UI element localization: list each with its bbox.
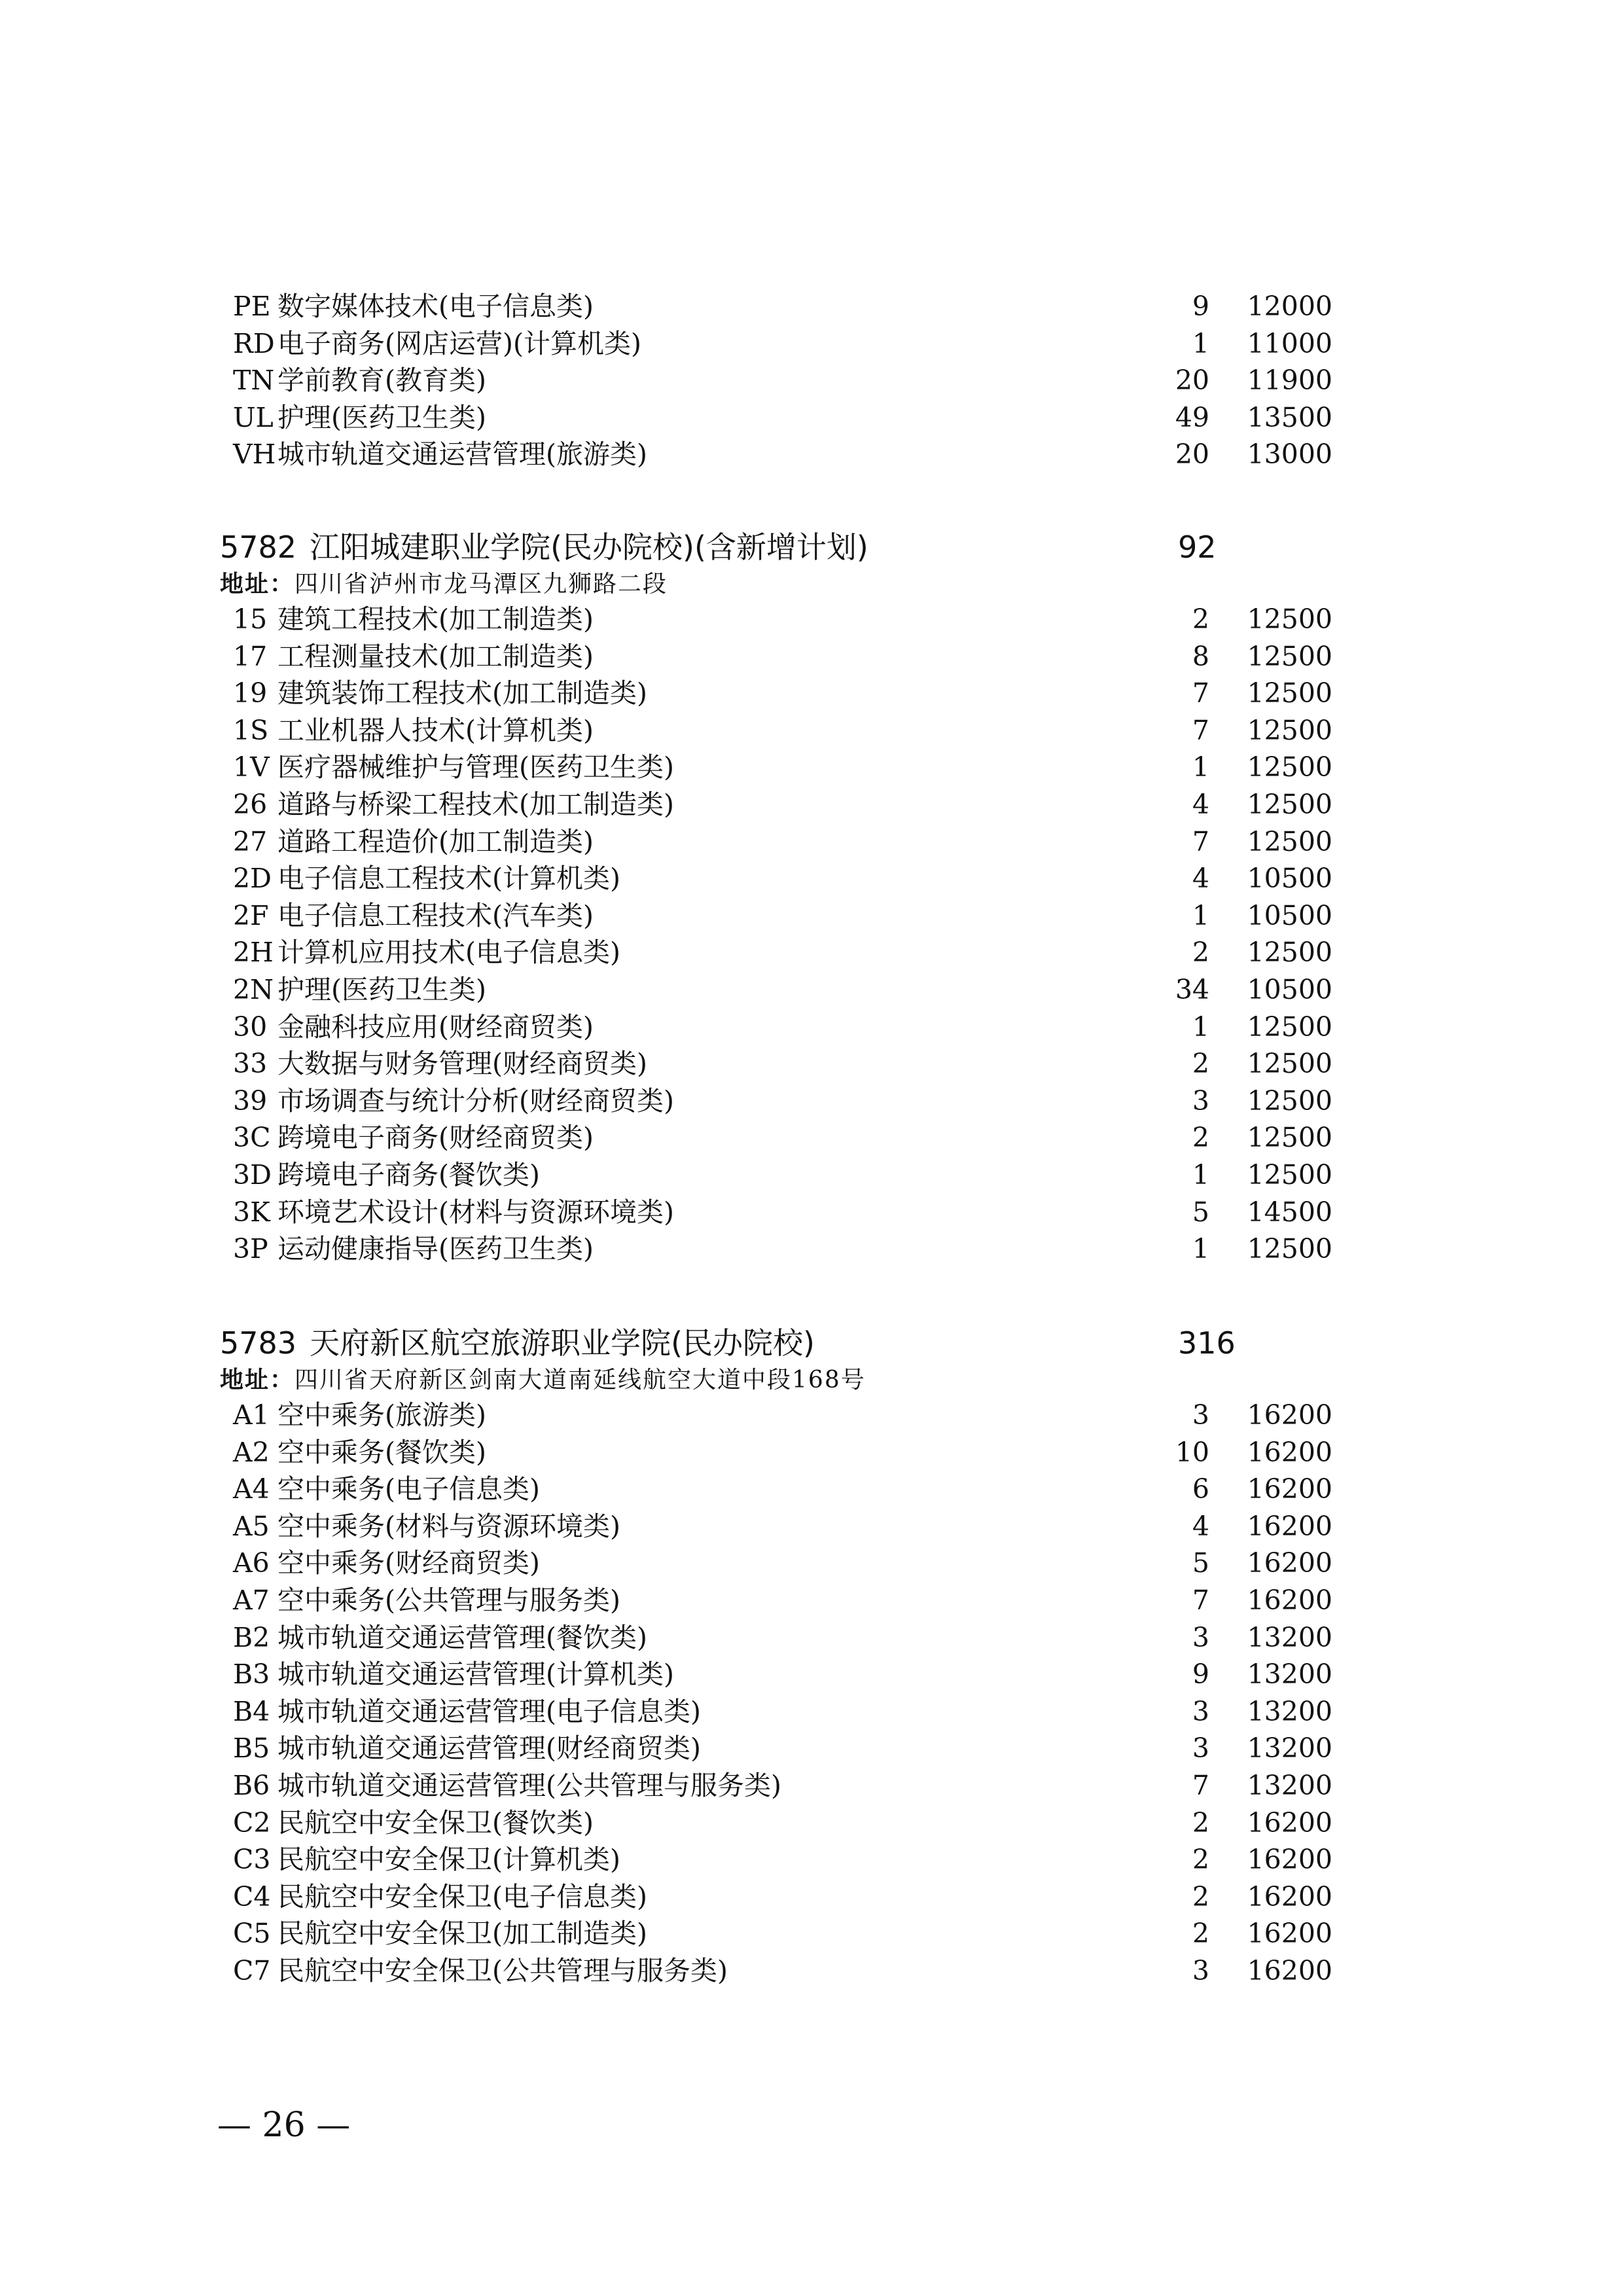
tuition-fee: 16200 bbox=[1247, 1510, 1332, 1542]
major-name: 跨境电子商务(餐饮类) bbox=[277, 1159, 540, 1191]
major-name: 工程测量技术(加工制造类) bbox=[277, 640, 594, 672]
tuition-fee: 12500 bbox=[1247, 714, 1332, 746]
school-address bbox=[220, 567, 668, 601]
table-row bbox=[220, 399, 1332, 437]
table-row bbox=[220, 1157, 1332, 1194]
plan-count: 10 bbox=[1175, 1436, 1209, 1468]
plan-count: 3 bbox=[1192, 1695, 1209, 1727]
major-name: 工业机器人技术(计算机类) bbox=[277, 714, 594, 746]
major-name: 护理(医药卫生类) bbox=[277, 974, 486, 1005]
table-row bbox=[220, 1582, 1332, 1619]
major-name: 市场调查与统计分析(财经商贸类) bbox=[277, 1085, 674, 1117]
address-text: 四川省天府新区剑南大道南延线航空大道中段168号 bbox=[294, 1367, 866, 1393]
plan-count: 1 bbox=[1192, 1159, 1209, 1191]
major-name: 城市轨道交通运营管理(餐饮类) bbox=[277, 1621, 647, 1653]
tuition-fee: 16200 bbox=[1247, 1436, 1332, 1468]
table-row bbox=[220, 325, 1332, 363]
tuition-fee: 12500 bbox=[1247, 677, 1332, 709]
major-name: 道路与桥梁工程技术(加工制造类) bbox=[277, 789, 674, 820]
plan-count: 34 bbox=[1175, 974, 1209, 1005]
plan-count: 2 bbox=[1192, 1880, 1209, 1912]
school-name: 天府新区航空旅游职业学院(民办院校) bbox=[310, 1325, 815, 1361]
tuition-fee: 12500 bbox=[1247, 825, 1332, 857]
plan-count: 2 bbox=[1192, 1806, 1209, 1839]
major-code: PE bbox=[233, 291, 271, 322]
plan-count: 3 bbox=[1192, 1955, 1209, 1986]
major-code: A5 bbox=[233, 1510, 270, 1542]
plan-count: 7 bbox=[1192, 677, 1209, 709]
plan-count: 7 bbox=[1192, 1585, 1209, 1616]
major-code: B5 bbox=[233, 1732, 270, 1765]
major-name: 空中乘务(财经商贸类) bbox=[277, 1547, 540, 1579]
tuition-fee: 10500 bbox=[1247, 899, 1332, 931]
plan-count: 4 bbox=[1192, 789, 1209, 820]
plan-count: 1 bbox=[1192, 899, 1209, 931]
major-code: RD bbox=[233, 327, 275, 359]
tuition-fee: 12500 bbox=[1247, 603, 1332, 635]
major-code: 3C bbox=[233, 1122, 271, 1154]
major-code: A4 bbox=[233, 1473, 270, 1505]
plan-count: 1 bbox=[1192, 751, 1209, 783]
major-name: 电子信息工程技术(汽车类) bbox=[277, 899, 594, 931]
table-row bbox=[220, 436, 1332, 473]
table-row bbox=[220, 1119, 1332, 1157]
plan-count: 2 bbox=[1192, 1048, 1209, 1080]
tuition-fee: 12500 bbox=[1247, 1085, 1332, 1117]
plan-count: 7 bbox=[1192, 825, 1209, 857]
table-row bbox=[220, 638, 1332, 675]
plan-count: 3 bbox=[1192, 1621, 1209, 1653]
tuition-fee: 12500 bbox=[1247, 751, 1332, 783]
major-code: A7 bbox=[233, 1585, 270, 1616]
major-code: 33 bbox=[233, 1048, 268, 1080]
major-name: 城市轨道交通运营管理(财经商贸类) bbox=[277, 1732, 701, 1765]
tuition-fee: 11900 bbox=[1247, 365, 1332, 397]
school-code: 5782 bbox=[220, 529, 297, 565]
major-code: 17 bbox=[233, 640, 268, 672]
major-code: C3 bbox=[233, 1844, 271, 1876]
major-code: C4 bbox=[233, 1880, 271, 1912]
major-code: 27 bbox=[233, 825, 268, 857]
major-name: 大数据与财务管理(财经商贸类) bbox=[277, 1048, 647, 1080]
plan-count: 20 bbox=[1175, 365, 1209, 397]
plan-count: 20 bbox=[1175, 439, 1209, 471]
plan-count: 2 bbox=[1192, 1844, 1209, 1876]
tuition-fee: 12500 bbox=[1247, 789, 1332, 820]
address-label: 地址： bbox=[220, 1366, 295, 1393]
tuition-fee: 16200 bbox=[1247, 1918, 1332, 1950]
tuition-fee: 11000 bbox=[1247, 327, 1332, 359]
table-row bbox=[220, 1194, 1332, 1231]
tuition-fee: 16200 bbox=[1247, 1547, 1332, 1579]
tuition-fee: 12000 bbox=[1247, 291, 1332, 322]
major-code: B6 bbox=[233, 1770, 270, 1801]
plan-count: 2 bbox=[1192, 603, 1209, 635]
tuition-fee: 13200 bbox=[1247, 1659, 1332, 1691]
school-address bbox=[220, 1363, 866, 1397]
table-row bbox=[220, 1230, 1332, 1268]
major-code: 1V bbox=[233, 751, 270, 783]
tuition-fee: 13200 bbox=[1247, 1695, 1332, 1727]
major-name: 民航空中安全保卫(电子信息类) bbox=[277, 1880, 647, 1912]
major-code: 3K bbox=[233, 1196, 270, 1228]
table-row bbox=[220, 1730, 1332, 1767]
major-code: 3P bbox=[233, 1233, 268, 1265]
major-code: 30 bbox=[233, 1011, 268, 1043]
table-row bbox=[220, 1841, 1332, 1878]
table-row bbox=[220, 971, 1332, 1009]
major-code: UL bbox=[233, 401, 274, 433]
plan-count: 1 bbox=[1192, 1233, 1209, 1265]
table-row bbox=[220, 1915, 1332, 1952]
table-row bbox=[220, 712, 1332, 749]
table-row bbox=[220, 1952, 1332, 1990]
major-name: 民航空中安全保卫(加工制造类) bbox=[277, 1918, 647, 1950]
plan-count: 3 bbox=[1192, 1399, 1209, 1431]
school-header bbox=[220, 526, 868, 568]
plan-count: 3 bbox=[1192, 1085, 1209, 1117]
major-code: 2H bbox=[233, 937, 274, 969]
major-name: 环境艺术设计(材料与资源环境类) bbox=[277, 1196, 674, 1228]
table-row bbox=[220, 1656, 1332, 1693]
tuition-fee: 16200 bbox=[1247, 1880, 1332, 1912]
page-number: — 26 — bbox=[217, 2106, 351, 2145]
major-name: 城市轨道交通运营管理(电子信息类) bbox=[277, 1695, 701, 1727]
major-name: 运动健康指导(医药卫生类) bbox=[277, 1233, 594, 1265]
major-name: 空中乘务(餐饮类) bbox=[277, 1436, 486, 1468]
plan-count: 2 bbox=[1192, 1122, 1209, 1154]
major-code: 19 bbox=[233, 677, 268, 709]
tuition-fee: 12500 bbox=[1247, 1159, 1332, 1191]
tuition-fee: 12500 bbox=[1247, 1011, 1332, 1043]
major-code: A1 bbox=[233, 1399, 270, 1431]
major-code: A6 bbox=[233, 1547, 270, 1579]
major-code: 15 bbox=[233, 603, 268, 635]
table-row bbox=[220, 1045, 1332, 1083]
plan-count: 4 bbox=[1192, 863, 1209, 895]
tuition-fee: 16200 bbox=[1247, 1806, 1332, 1839]
major-name: 跨境电子商务(财经商贸类) bbox=[277, 1122, 594, 1154]
major-code: B4 bbox=[233, 1695, 270, 1727]
major-code: B2 bbox=[233, 1621, 270, 1653]
tuition-fee: 13000 bbox=[1247, 439, 1332, 471]
table-row bbox=[220, 823, 1332, 861]
address-text: 四川省泸州市龙马潭区九狮路二段 bbox=[294, 571, 668, 598]
major-code: 2F bbox=[233, 899, 269, 931]
major-name: 医疗器械维护与管理(医药卫生类) bbox=[277, 751, 674, 783]
major-code: C2 bbox=[233, 1806, 271, 1839]
tuition-fee: 12500 bbox=[1247, 1048, 1332, 1080]
major-name: 数字媒体技术(电子信息类) bbox=[277, 291, 594, 322]
tuition-fee: 14500 bbox=[1247, 1196, 1332, 1228]
tuition-fee: 12500 bbox=[1247, 640, 1332, 672]
plan-count: 2 bbox=[1192, 937, 1209, 969]
school-total: 92 bbox=[1178, 529, 1217, 565]
tuition-fee: 13500 bbox=[1247, 401, 1332, 433]
tuition-fee: 16200 bbox=[1247, 1844, 1332, 1876]
table-row bbox=[220, 1804, 1332, 1842]
address-label: 地址： bbox=[220, 570, 295, 598]
major-name: 建筑工程技术(加工制造类) bbox=[277, 603, 594, 635]
table-row bbox=[220, 1397, 1332, 1434]
major-code: TN bbox=[233, 365, 275, 397]
plan-count: 4 bbox=[1192, 1510, 1209, 1542]
table-row bbox=[220, 675, 1332, 712]
major-code: B3 bbox=[233, 1659, 270, 1691]
plan-count: 9 bbox=[1192, 1659, 1209, 1691]
major-code: 26 bbox=[233, 789, 268, 820]
plan-count: 6 bbox=[1192, 1473, 1209, 1505]
major-code: A2 bbox=[233, 1436, 270, 1468]
tuition-fee: 16200 bbox=[1247, 1955, 1332, 1986]
major-name: 电子商务(网店运营)(计算机类) bbox=[277, 327, 641, 359]
major-name: 道路工程造价(加工制造类) bbox=[277, 825, 594, 857]
table-row bbox=[220, 749, 1332, 786]
school-name: 江阳城建职业学院(民办院校)(含新增计划) bbox=[310, 529, 868, 565]
tuition-fee: 13200 bbox=[1247, 1732, 1332, 1765]
major-code: 39 bbox=[233, 1085, 268, 1117]
plan-count: 7 bbox=[1192, 714, 1209, 746]
table-row bbox=[220, 1508, 1332, 1545]
tuition-fee: 10500 bbox=[1247, 974, 1332, 1005]
major-name: 电子信息工程技术(计算机类) bbox=[277, 863, 620, 895]
major-name: 城市轨道交通运营管理(计算机类) bbox=[277, 1659, 674, 1691]
major-name: 城市轨道交通运营管理(公共管理与服务类) bbox=[277, 1770, 781, 1801]
plan-count: 8 bbox=[1192, 640, 1209, 672]
tuition-fee: 13200 bbox=[1247, 1621, 1332, 1653]
major-name: 计算机应用技术(电子信息类) bbox=[277, 937, 620, 969]
school-total: 316 bbox=[1178, 1325, 1236, 1361]
table-row bbox=[220, 897, 1332, 935]
plan-count: 1 bbox=[1192, 327, 1209, 359]
major-code: 2N bbox=[233, 974, 274, 1005]
plan-count: 1 bbox=[1192, 1011, 1209, 1043]
plan-count: 49 bbox=[1175, 401, 1209, 433]
plan-count: 5 bbox=[1192, 1196, 1209, 1228]
table-row bbox=[220, 1693, 1332, 1731]
major-name: 民航空中安全保卫(计算机类) bbox=[277, 1844, 620, 1876]
plan-count: 5 bbox=[1192, 1547, 1209, 1579]
table-row bbox=[220, 601, 1332, 638]
major-code: 1S bbox=[233, 714, 269, 746]
tuition-fee: 16200 bbox=[1247, 1399, 1332, 1431]
table-row bbox=[220, 934, 1332, 971]
major-name: 护理(医药卫生类) bbox=[277, 401, 486, 433]
table-row bbox=[220, 362, 1332, 399]
major-code: C5 bbox=[233, 1918, 271, 1950]
major-name: 空中乘务(公共管理与服务类) bbox=[277, 1585, 620, 1616]
table-row bbox=[220, 1878, 1332, 1916]
tuition-fee: 12500 bbox=[1247, 1122, 1332, 1154]
tuition-fee: 10500 bbox=[1247, 863, 1332, 895]
table-row bbox=[220, 1545, 1332, 1582]
tuition-fee: 16200 bbox=[1247, 1585, 1332, 1616]
major-name: 空中乘务(电子信息类) bbox=[277, 1473, 540, 1505]
plan-count: 9 bbox=[1192, 291, 1209, 322]
plan-count: 7 bbox=[1192, 1770, 1209, 1801]
major-name: 空中乘务(旅游类) bbox=[277, 1399, 486, 1431]
major-code: 2D bbox=[233, 863, 272, 895]
major-name: 金融科技应用(财经商贸类) bbox=[277, 1011, 594, 1043]
school-header bbox=[220, 1322, 815, 1364]
major-name: 民航空中安全保卫(公共管理与服务类) bbox=[277, 1955, 728, 1986]
table-row bbox=[220, 1767, 1332, 1804]
major-name: 空中乘务(材料与资源环境类) bbox=[277, 1510, 620, 1542]
table-row bbox=[220, 860, 1332, 897]
table-row bbox=[220, 786, 1332, 823]
tuition-fee: 13200 bbox=[1247, 1770, 1332, 1801]
plan-count: 3 bbox=[1192, 1732, 1209, 1765]
major-code: VH bbox=[233, 439, 276, 471]
major-code: 3D bbox=[233, 1159, 272, 1191]
table-row bbox=[220, 1009, 1332, 1046]
major-code: C7 bbox=[233, 1955, 271, 1986]
tuition-fee: 12500 bbox=[1247, 937, 1332, 969]
major-name: 学前教育(教育类) bbox=[277, 365, 486, 397]
table-row bbox=[220, 1083, 1332, 1120]
table-row bbox=[220, 1619, 1332, 1657]
table-row bbox=[220, 288, 1332, 325]
major-name: 建筑装饰工程技术(加工制造类) bbox=[277, 677, 647, 709]
table-row bbox=[220, 1471, 1332, 1508]
school-code: 5783 bbox=[220, 1325, 297, 1361]
table-row bbox=[220, 1434, 1332, 1471]
major-name: 城市轨道交通运营管理(旅游类) bbox=[277, 439, 647, 471]
tuition-fee: 16200 bbox=[1247, 1473, 1332, 1505]
major-name: 民航空中安全保卫(餐饮类) bbox=[277, 1806, 594, 1839]
tuition-fee: 12500 bbox=[1247, 1233, 1332, 1265]
plan-count: 2 bbox=[1192, 1918, 1209, 1950]
